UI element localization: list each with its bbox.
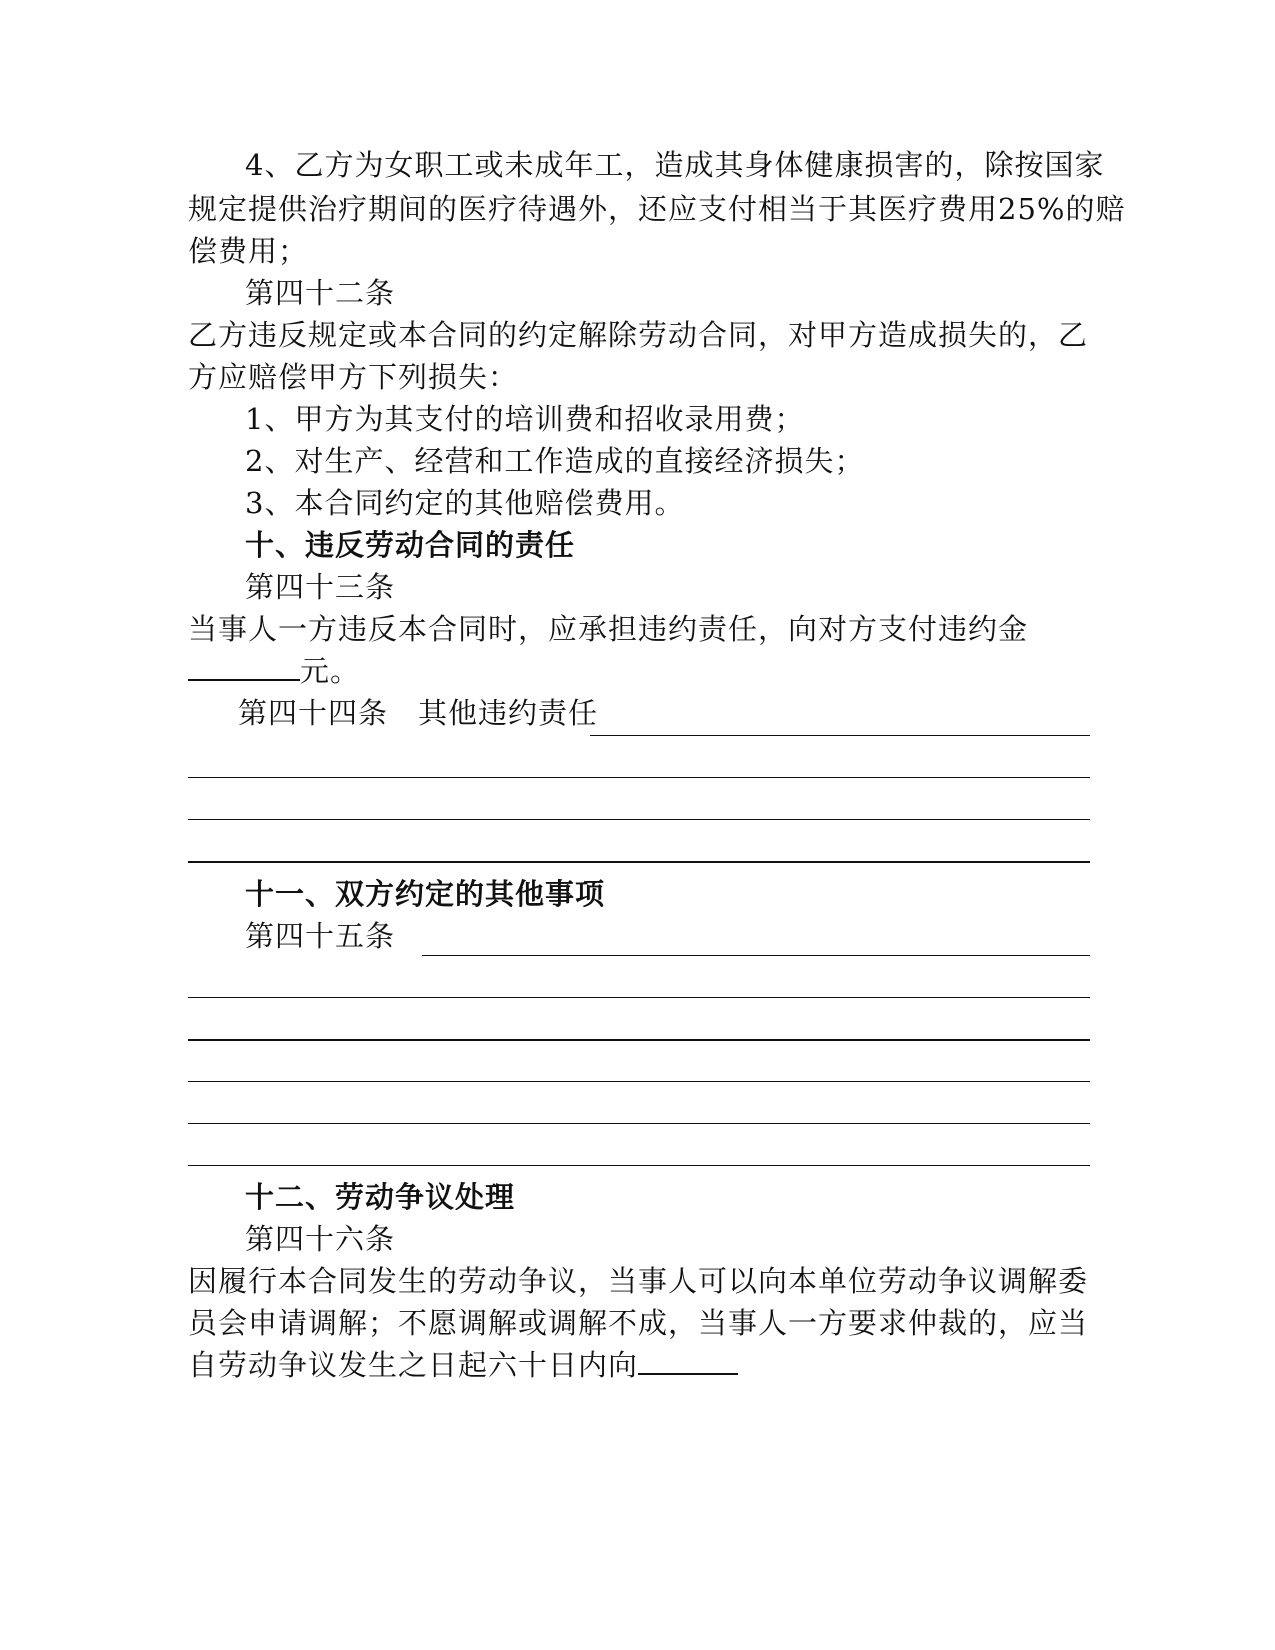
list-item: 1、甲方为其支付的培训费和招收录用费； xyxy=(245,402,805,436)
fill-in-line[interactable] xyxy=(188,1123,1090,1124)
fill-in-line[interactable] xyxy=(188,861,1090,863)
fill-in-blank[interactable] xyxy=(188,649,300,681)
list-item: 2、对生产、经营和工作造成的直接经济损失； xyxy=(245,444,865,478)
list-item: 3、本合同约定的其他赔偿费用。 xyxy=(245,486,685,520)
paragraph-line xyxy=(188,1343,738,1387)
fill-in-line[interactable] xyxy=(188,997,1090,998)
fill-in-line[interactable] xyxy=(188,819,1090,820)
fill-in-line[interactable] xyxy=(188,1165,1090,1166)
paragraph-line: 规定提供治疗期间的医疗待遇外，还应支付相当于其医疗费用25%的赔 xyxy=(188,192,1126,226)
paragraph-line: 4、乙方为女职工或未成年工，造成其身体健康损害的，除按国家 xyxy=(245,148,1105,182)
paragraph-line: 方应赔偿甲方下列损失： xyxy=(188,360,519,394)
paragraph-line: 乙方违反规定或本合同的约定解除劳动合同，对甲方造成损失的，乙 xyxy=(188,318,1089,352)
article-title: 第四十六条 xyxy=(245,1222,396,1256)
unit-text: 元。 xyxy=(300,654,361,688)
paragraph-line: 偿费用； xyxy=(188,234,309,268)
section-heading: 十、违反劳动合同的责任 xyxy=(245,528,576,562)
paragraph-line: 员会申请调解；不愿调解或调解不成，当事人一方要求仲裁的，应当 xyxy=(188,1306,1089,1340)
fill-in-blank[interactable] xyxy=(638,1343,738,1375)
fill-in-line[interactable] xyxy=(188,777,1090,778)
fill-in-line[interactable] xyxy=(422,955,1090,956)
fill-in-line[interactable] xyxy=(590,735,1090,736)
fill-in-line[interactable] xyxy=(188,1081,1090,1082)
paragraph-line: 因履行本合同发生的劳动争议，当事人可以向本单位劳动争议调解委 xyxy=(188,1264,1089,1298)
section-heading: 十二、劳动争议处理 xyxy=(245,1180,516,1214)
paragraph-text: 自劳动争议发生之日起六十日内向 xyxy=(188,1348,639,1382)
article-title: 第四十二条 xyxy=(245,276,396,310)
paragraph-line xyxy=(188,649,360,693)
section-heading: 十一、双方约定的其他事项 xyxy=(245,877,606,911)
article-title: 第四十四条 其他违约责任 xyxy=(238,696,599,730)
article-title: 第四十五条 xyxy=(245,919,396,953)
fill-in-line[interactable] xyxy=(188,1039,1090,1041)
article-title: 第四十三条 xyxy=(245,570,396,604)
paragraph-line: 当事人一方违反本合同时，应承担违约责任，向对方支付违约金 xyxy=(188,612,1029,646)
